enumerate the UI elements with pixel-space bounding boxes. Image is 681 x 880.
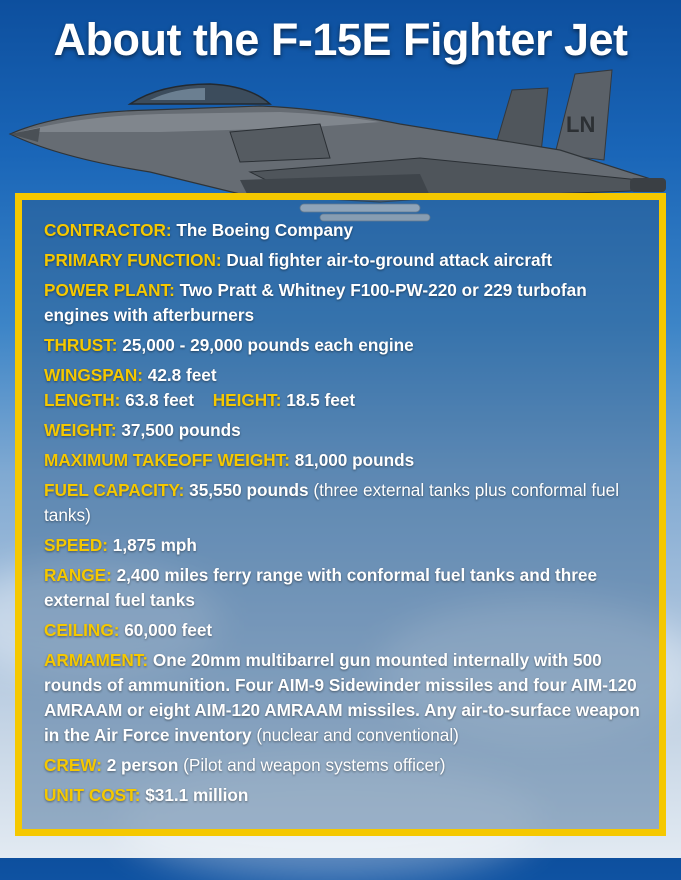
specs-list <box>44 218 654 813</box>
spec-label: WEIGHT: <box>44 420 117 440</box>
spec-note: (nuclear and conventional) <box>256 725 459 745</box>
spec-label: THRUST: <box>44 335 118 355</box>
spec-value: Dual fighter air-to-ground attack aircraft <box>226 250 553 270</box>
spec-contractor <box>44 218 654 243</box>
spec-value: 42.8 feet <box>147 365 217 385</box>
spec-label: PRIMARY FUNCTION: <box>44 250 222 270</box>
spec-label: CREW: <box>44 755 102 775</box>
spec-value: 35,550 pounds <box>189 480 309 500</box>
spec-label: UNIT COST: <box>44 785 141 805</box>
spec-wingspan <box>44 363 654 388</box>
spec-value: 60,000 feet <box>124 620 213 640</box>
spec-crew <box>44 753 654 778</box>
spec-label: SPEED: <box>44 535 108 555</box>
spec-ceiling <box>44 618 654 643</box>
spec-label: MAXIMUM TAKEOFF WEIGHT: <box>44 450 291 470</box>
spec-speed <box>44 533 654 558</box>
spec-max-takeoff-weight <box>44 448 654 473</box>
spec-thrust <box>44 333 654 358</box>
spec-value: One 20mm multibarrel gun mounted internally with 500 rounds of ammunition. Four AIM-9 Sidewinder missiles and four AIM-120 AMRAAM or eight AIM-120 AMRAAM missiles. Any air-to-surface weapon in the Air Force inventory <box>44 650 640 745</box>
spec-fuel-capacity <box>44 478 654 528</box>
spec-value: The Boeing Company <box>176 220 354 240</box>
spec-value: 25,000 - 29,000 pounds each engine <box>122 335 414 355</box>
spec-label: HEIGHT: <box>212 390 282 410</box>
spec-label: LENGTH: <box>44 390 121 410</box>
spec-value: Two Pratt & Whitney F100-PW-220 or 229 turbofan engines with afterburners <box>44 280 587 325</box>
spec-value: 2,400 miles ferry range with conformal fuel tanks and three external fuel tanks <box>44 565 598 610</box>
spec-value: 1,875 mph <box>112 535 197 555</box>
spec-label: WINGSPAN: <box>44 365 143 385</box>
spec-value: 2 person <box>106 755 179 775</box>
spec-label: FUEL CAPACITY: <box>44 480 185 500</box>
spec-value: 63.8 feet <box>125 390 194 410</box>
spec-primary-function <box>44 248 654 273</box>
spec-value: $31.1 million <box>145 785 249 805</box>
svg-text:LN: LN <box>566 112 596 137</box>
spec-value: 37,500 pounds <box>121 420 241 440</box>
spec-note: (Pilot and weapon systems officer) <box>183 755 446 775</box>
spec-value: 81,000 pounds <box>294 450 415 470</box>
spec-length-height <box>44 388 654 413</box>
spec-weight <box>44 418 654 443</box>
spec-label: ARMAMENT: <box>44 650 149 670</box>
spec-unit-cost <box>44 783 654 808</box>
page-title: About the F-15E Fighter Jet <box>53 14 628 65</box>
spec-armament <box>44 648 654 748</box>
spec-label: POWER PLANT: <box>44 280 175 300</box>
spec-power-plant <box>44 278 654 328</box>
spec-label: RANGE: <box>44 565 112 585</box>
spec-value: 18.5 feet <box>286 390 356 410</box>
spec-note: (three external tanks plus conformal fuel tanks) <box>44 480 620 525</box>
spec-label: CEILING: <box>44 620 120 640</box>
spec-label: CONTRACTOR: <box>44 220 172 240</box>
spec-range <box>44 563 654 613</box>
